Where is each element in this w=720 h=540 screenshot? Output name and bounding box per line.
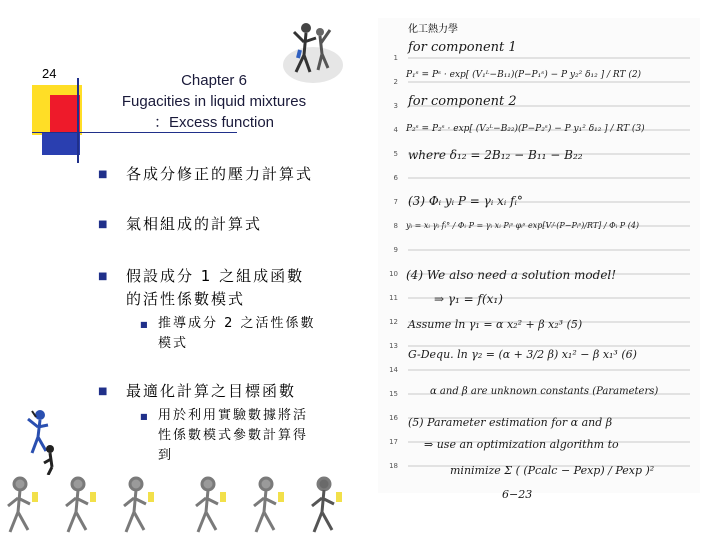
line-number: 11 <box>389 294 398 302</box>
bullet-text: 的活性係數模式 <box>126 290 246 308</box>
note-line: minimize Σ ( (Pcalc − Pexp) / Pexp )² <box>450 464 655 477</box>
bullet-text: 假設成分 1 之組成函數 <box>126 267 305 285</box>
decor-vertical-rule <box>77 78 79 163</box>
line-number: 16 <box>389 414 398 422</box>
bullet-marker-icon: ■ <box>98 169 108 180</box>
climber-figure-icon <box>10 405 60 475</box>
decor-blue-block <box>42 133 80 155</box>
line-number: 9 <box>393 246 398 254</box>
note-line: 6−23 <box>502 488 533 501</box>
page-number: 24 <box>42 66 57 81</box>
note-line: P₂ˢ = P₂ˢ · exp[ (V₂ᴸ−B₂₂)(P−P₂ˢ) − P y₁² δ₁₂ ] / RT (3) <box>406 124 645 134</box>
line-number: 14 <box>389 366 398 374</box>
line-number: 5 <box>393 150 398 158</box>
line-number: 3 <box>393 102 398 110</box>
note-line: for component 2 <box>408 94 517 109</box>
bullet-text: 最適化計算之目標函數 <box>126 382 297 400</box>
sub-bullet-text: 性係數模式參數計算得 <box>158 428 309 443</box>
note-line: (3) Φᵢ yᵢ P = γᵢ xᵢ fᵢ° <box>408 194 523 208</box>
line-number: 4 <box>393 126 398 134</box>
bullet-marker-icon: ■ <box>98 386 108 397</box>
line-number: 2 <box>393 78 398 86</box>
sub-bullet-marker-icon: ■ <box>140 412 148 421</box>
sub-bullet-text: 推導成分 2 之活性係數 <box>158 316 316 331</box>
note-line: ⇒ γ₁ = f(x₁) <box>434 292 503 306</box>
line-number: 18 <box>389 462 398 470</box>
line-number: 13 <box>389 342 398 350</box>
handwritten-notes-panel <box>378 18 700 501</box>
title-line: Fugacities in liquid mixtures <box>121 93 307 110</box>
slide-title <box>98 70 330 133</box>
bullet-marker-icon: ■ <box>98 271 108 282</box>
line-number: 12 <box>389 318 398 326</box>
bullet-marker-icon: ■ <box>98 219 108 230</box>
note-line: Assume ln γ₁ = α x₂² + β x₂³ (5) <box>408 318 583 331</box>
note-line: yᵢ = xᵢ γᵢ fᵢ° / Φᵢ P = γᵢ xᵢ Pᵢˢ φᵢˢ exp[Vᵢᴸ(P−Pᵢˢ)/RT] / Φᵢ P (4) <box>406 221 640 230</box>
line-number: 1 <box>393 54 398 62</box>
bullet-text: 各成分修正的壓力計算式 <box>126 165 314 183</box>
line-number: 7 <box>393 198 398 206</box>
note-line: (5) Parameter estimation for α and β <box>408 416 613 429</box>
note-line: (4) We also need a solution model! <box>406 268 617 282</box>
line-number: 8 <box>393 222 398 230</box>
line-number-column <box>382 46 398 478</box>
sub-bullet-marker-icon: ■ <box>140 320 148 329</box>
bullet-text: 氣相組成的計算式 <box>126 215 263 233</box>
note-line: G-Dequ. ln γ₂ = (α + 3/2 β) x₁² − β x₁³ (6) <box>408 348 637 361</box>
note-line: P₁ˢ = Pˢ · exp[ (V₁ᴸ−B₁₁)(P−P₁ˢ) − P y₂² δ₁₂ ] / RT (2) <box>406 70 642 80</box>
note-line: where δ₁₂ = 2B₁₂ − B₁₁ − B₂₂ <box>408 148 583 162</box>
walking-figures-decoration <box>2 470 362 540</box>
line-number: 15 <box>389 390 398 398</box>
decor-red-block <box>50 95 80 137</box>
sub-bullet-text: 用於利用實驗數據將活 <box>158 408 309 423</box>
note-line: α and β are unknown constants (Parameters) <box>430 386 659 397</box>
line-number: 17 <box>389 438 398 446</box>
note-line: ⇒ use an optimization algorithm to <box>424 438 619 451</box>
title-line: ：Excess function <box>153 114 275 131</box>
line-number: 6 <box>393 174 398 182</box>
sub-bullet-text: 模式 <box>158 336 189 351</box>
title-line: Chapter 6 <box>181 72 247 89</box>
sub-bullet-text: 到 <box>158 448 174 463</box>
line-number: 10 <box>389 270 398 278</box>
notes-header: 化工熱力學 <box>408 24 458 35</box>
note-line: for component 1 <box>408 40 517 55</box>
